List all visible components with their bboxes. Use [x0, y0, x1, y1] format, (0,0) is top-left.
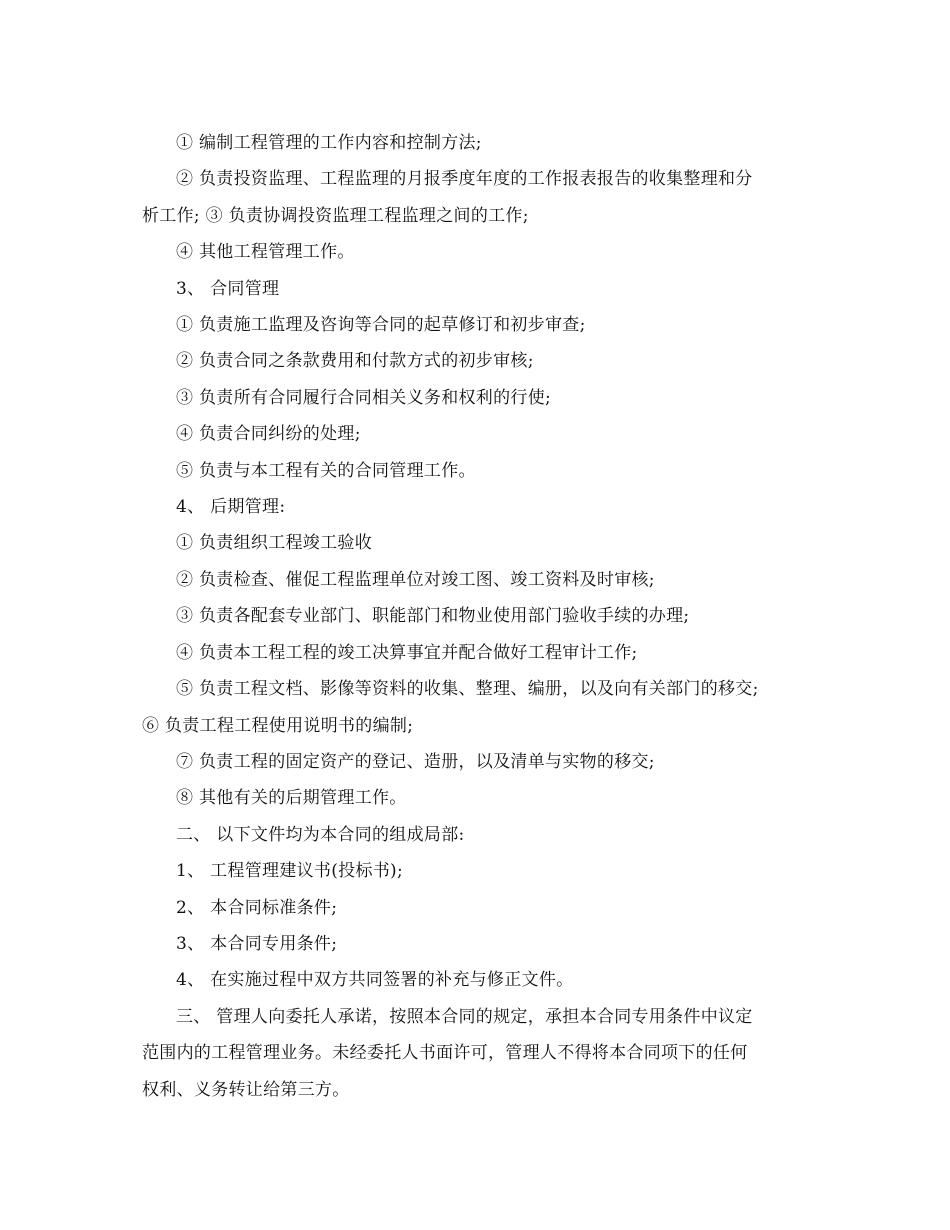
paragraph-6 [142, 343, 814, 379]
text-line: ② 负责投资监理、工程监理的月报季度年度的工作报表报告的收集整理和分 [176, 169, 753, 190]
paragraph-14 [142, 635, 814, 671]
text-line: ④ 负责本工程工程的竣工决算事宜并配合做好工程审计工作; [176, 642, 638, 663]
text-line: ⑤ 负责工程文档、影像等资料的收集、整理、编册，以及向有关部门的移交; [176, 679, 759, 700]
text-line: 2、 本合同标准条件; [176, 897, 338, 918]
text-line: ② 负责检查、催促工程监理单位对竣工图、竣工资料及时审核; [176, 569, 655, 590]
text-line: 析工作; ③ 负责协调投资监理工程监理之间的工作; [142, 205, 529, 226]
text-line: 3、 本合同专用条件; [176, 933, 338, 954]
text-line: ③ 负责所有合同履行合同相关义务和权利的行使; [176, 387, 552, 408]
document-body [142, 125, 814, 1108]
text-line: ② 负责合同之条款费用和付款方式的初步审核; [176, 351, 534, 372]
paragraph-22 [142, 926, 814, 962]
paragraph-18 [142, 780, 814, 816]
text-line: ③ 负责各配套专业部门、职能部门和物业使用部门验收手续的办理; [176, 606, 690, 627]
text-line: ④ 其他工程管理工作。 [176, 242, 355, 263]
paragraph-11 [142, 525, 814, 561]
paragraph-20 [142, 853, 814, 889]
paragraph-1 [142, 125, 814, 161]
section-heading-contract-documents [142, 817, 814, 853]
section-heading-manager-commitment [142, 999, 814, 1108]
text-line: 权利、义务转让给第三方。 [142, 1079, 350, 1100]
paragraph-17 [142, 744, 814, 780]
text-line: 4、 后期管理: [176, 497, 286, 518]
paragraph-23 [142, 962, 814, 998]
text-line: ⑥ 负责工程工程使用说明书的编制; [142, 715, 414, 736]
text-line: ⑤ 负责与本工程有关的合同管理工作。 [176, 460, 476, 481]
paragraph-13 [142, 598, 814, 634]
text-line: ① 负责施工监理及咨询等合同的起草修订和初步审查; [176, 315, 586, 336]
text-line: ⑦ 负责工程的固定资产的登记、造册，以及清单与实物的移交; [176, 751, 655, 772]
paragraph-9 [142, 453, 814, 489]
section-heading-post-management [142, 489, 814, 525]
paragraph-8 [142, 416, 814, 452]
text-line: ① 编制工程管理的工作内容和控制方法; [176, 133, 482, 153]
text-line: 三、 管理人向委托人承诺，按照本合同的规定，承担本合同专用条件中议定 [176, 1006, 753, 1027]
text-line: ① 负责组织工程竣工验收 [176, 533, 373, 554]
text-line: ⑧ 其他有关的后期管理工作。 [176, 788, 407, 809]
paragraph-16 [142, 708, 814, 744]
paragraph-5 [142, 307, 814, 343]
text-line: ④ 负责合同纠纷的处理; [176, 424, 361, 445]
paragraph-12 [142, 562, 814, 598]
paragraph-21 [142, 890, 814, 926]
section-heading-contract-management [142, 271, 814, 307]
text-line: 3、 合同管理 [176, 278, 280, 299]
paragraph-3 [142, 234, 814, 270]
text-line: 4、 在实施过程中双方共同签署的补充与修正文件。 [176, 970, 574, 991]
text-line: 1、 工程管理建议书(投标书); [176, 861, 404, 882]
text-line: 范围内的工程管理业务。未经委托人书面许可，管理人不得将本合同项下的任何 [142, 1043, 748, 1064]
paragraph-2 [142, 161, 814, 234]
paragraph-7 [142, 380, 814, 416]
paragraph-15 [142, 671, 814, 707]
text-line: 二、 以下文件均为本合同的组成局部: [176, 824, 465, 845]
